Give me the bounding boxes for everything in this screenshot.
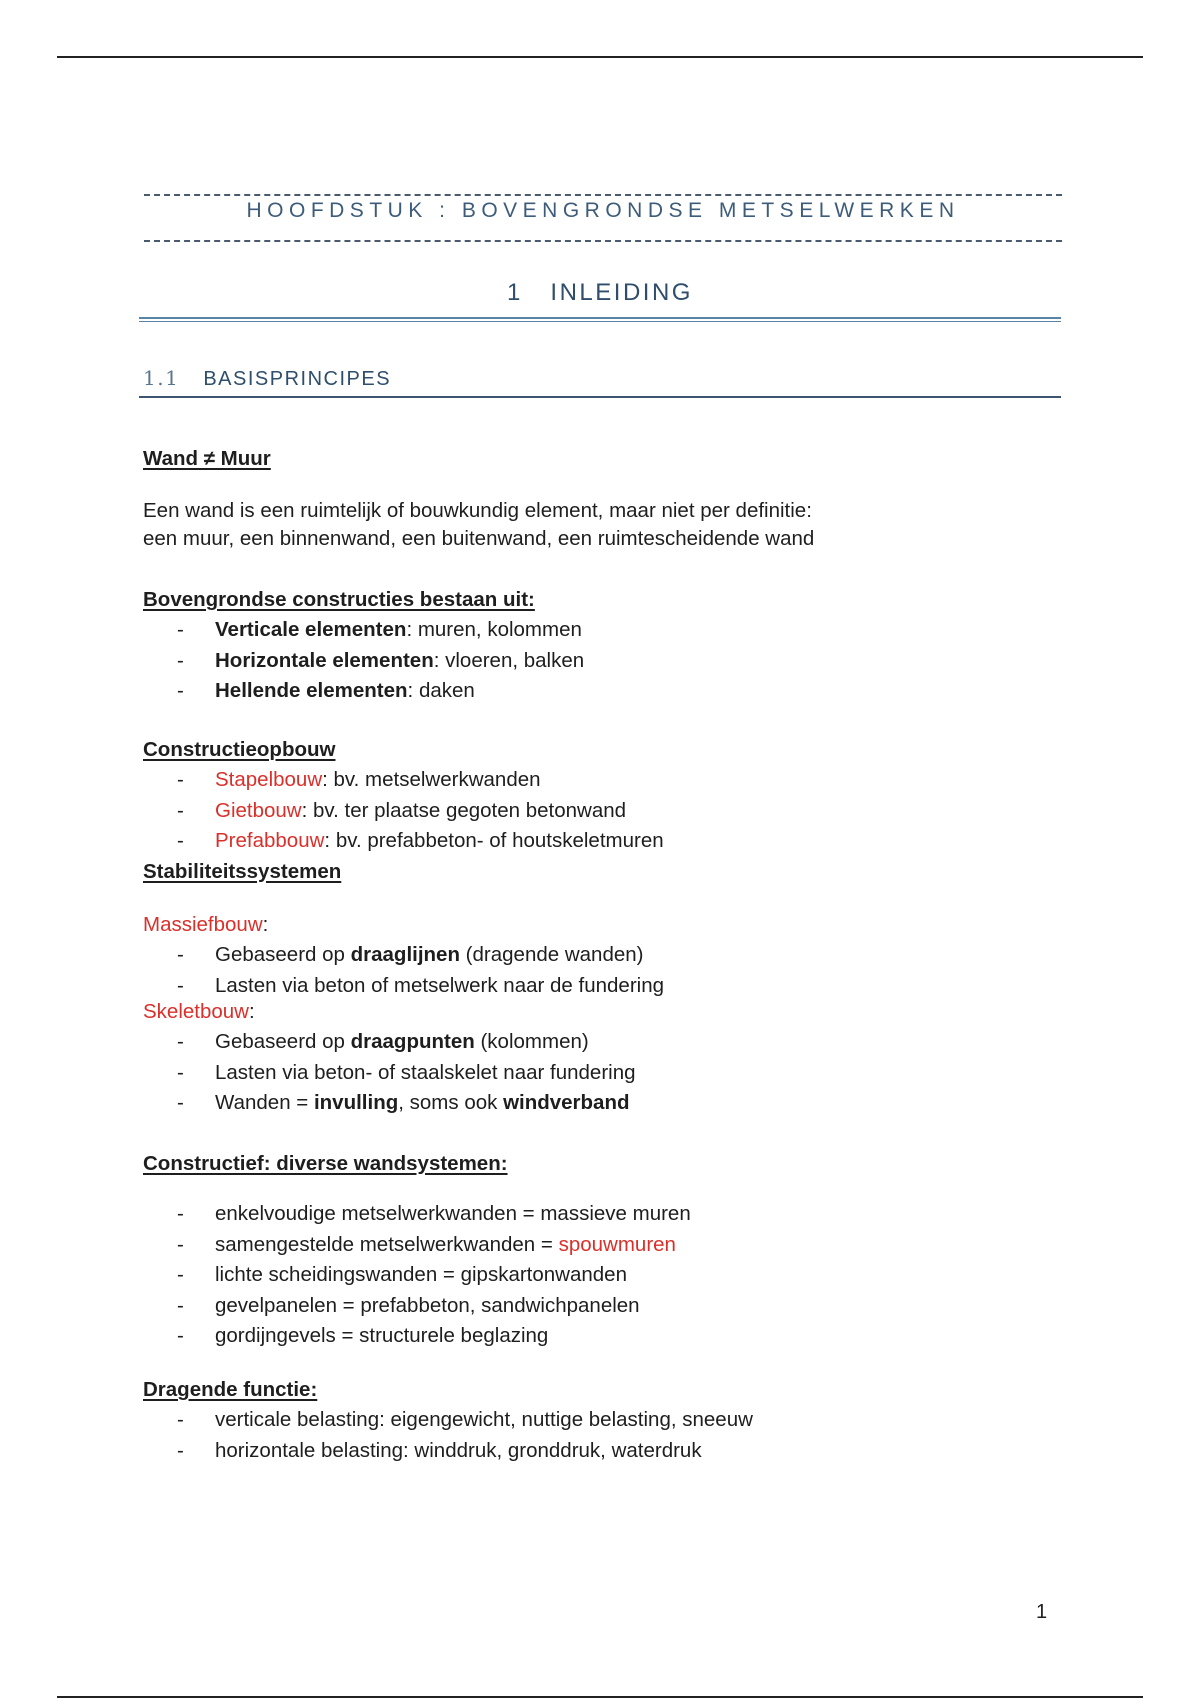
item-term: Hellende elementen	[215, 679, 408, 702]
dragend-list	[143, 1405, 1143, 1466]
item-term: Prefabbouw	[215, 829, 325, 852]
wand-block	[143, 444, 1143, 474]
list-item	[143, 826, 1143, 857]
wandsystemen-block	[143, 1149, 1143, 1352]
wand-paragraph	[143, 497, 1143, 553]
wand-heading: Wand ≠ Muur	[143, 447, 271, 470]
wandsystemen-list	[143, 1199, 1143, 1352]
massief-list	[143, 940, 1143, 1001]
stabiliteit-heading: Stabiliteitssystemen	[143, 859, 342, 883]
list-item: - Lasten via beton of metselwerk naar de fundering	[143, 971, 1143, 1002]
item-desc: : bv. metselwerkwanden	[322, 768, 541, 791]
item-bold: draaglijnen	[350, 943, 460, 966]
subsection-number: 1.1	[143, 366, 180, 390]
skelet-label	[143, 997, 1143, 1027]
wand-line-2: een muur, een binnenwand, een buitenwand, een ruimtescheidende wand	[143, 527, 815, 550]
list-item	[143, 940, 1143, 971]
item-term: Horizontale elementen	[215, 648, 434, 672]
list-item	[143, 1027, 1143, 1058]
section-heading	[140, 279, 1060, 307]
list-item	[143, 1230, 1143, 1261]
item-term: Verticale elementen	[215, 618, 407, 641]
wandsystemen-heading: Constructief: diverse wandsystemen:	[143, 1152, 508, 1175]
opbouw-list	[143, 765, 1143, 857]
opbouw-block	[143, 735, 1143, 887]
list-item	[143, 646, 1143, 677]
list-item: - Lasten via beton- of staalskelet naar fundering	[143, 1058, 1143, 1089]
item-desc: : vloeren, balken	[433, 648, 585, 672]
subsection-heading-rule	[139, 396, 1061, 398]
bovengronds-list	[143, 615, 1143, 707]
list-item: - horizontale belasting: winddruk, gronddruk, waterdruk	[143, 1436, 1143, 1467]
subsection-title: BASISPRINCIPES	[203, 368, 392, 390]
item-text: , soms ook	[398, 1091, 504, 1114]
list-item: - enkelvoudige metselwerkwanden = massieve muren	[143, 1199, 1143, 1230]
wand-line-1: Een wand is een ruimtelijk of bouwkundig element, maar niet per definitie:	[143, 499, 812, 522]
item-text: Gebaseerd op	[215, 943, 351, 966]
page-bottom-rule	[57, 1696, 1143, 1698]
item-text: samengestelde metselwerkwanden =	[215, 1232, 559, 1256]
dragend-heading: Dragende functie:	[143, 1378, 318, 1401]
item-text: (kolommen)	[474, 1030, 589, 1053]
item-desc: : muren, kolommen	[406, 618, 582, 641]
list-item	[143, 796, 1143, 827]
skelet-colon: :	[248, 1000, 255, 1023]
page-number: 1	[1036, 1601, 1048, 1623]
massief-colon: :	[262, 913, 269, 936]
list-item: - verticale belasting: eigengewicht, nuttige belasting, sneeuw	[143, 1405, 1143, 1436]
item-term: Stapelbouw	[215, 768, 323, 791]
skelet-term: Skeletbouw	[143, 1000, 249, 1023]
list-item: - gevelpanelen = prefabbeton, sandwichpanelen	[143, 1291, 1143, 1322]
item-bold: windverband	[503, 1091, 630, 1114]
item-desc: : bv. ter plaatse gegoten betonwand	[301, 798, 627, 822]
section-heading-rule	[139, 317, 1061, 322]
list-item: - gordijngevels = structurele beglazing	[143, 1321, 1143, 1352]
page-top-rule	[57, 56, 1143, 58]
item-text: Gebaseerd op	[215, 1030, 351, 1053]
massief-term: Massiefbouw	[143, 913, 263, 936]
stabiliteit-block	[143, 910, 1143, 1119]
list-item	[143, 765, 1143, 796]
list-item	[143, 615, 1143, 646]
item-desc: : daken	[407, 679, 475, 702]
item-desc: : bv. prefabbeton- of houtskeletmuren	[324, 829, 664, 852]
item-term: spouwmuren	[558, 1232, 676, 1256]
item-text: (dragende wanden)	[459, 943, 644, 966]
list-item: - lichte scheidingswanden = gipskartonwanden	[143, 1260, 1143, 1291]
list-item	[143, 676, 1143, 707]
item-bold: invulling	[313, 1091, 399, 1114]
item-text: Wanden =	[215, 1091, 314, 1114]
dragend-block	[143, 1375, 1143, 1466]
item-term: Gietbouw	[215, 798, 302, 822]
section-title: INLEIDING	[550, 279, 693, 306]
section-number: 1	[507, 279, 523, 306]
chapter-title: HOOFDSTUK : BOVENGRONDSE METSELWERKEN	[246, 199, 960, 222]
bovengronds-heading: Bovengrondse constructies bestaan uit:	[143, 588, 535, 611]
bovengronds-block	[143, 585, 1143, 707]
massief-label	[143, 910, 1143, 940]
list-item	[143, 1088, 1143, 1119]
item-bold: draagpunten	[350, 1030, 475, 1053]
skelet-list	[143, 1027, 1143, 1119]
opbouw-heading: Constructieopbouw	[143, 738, 336, 761]
subsection-heading	[143, 366, 391, 391]
